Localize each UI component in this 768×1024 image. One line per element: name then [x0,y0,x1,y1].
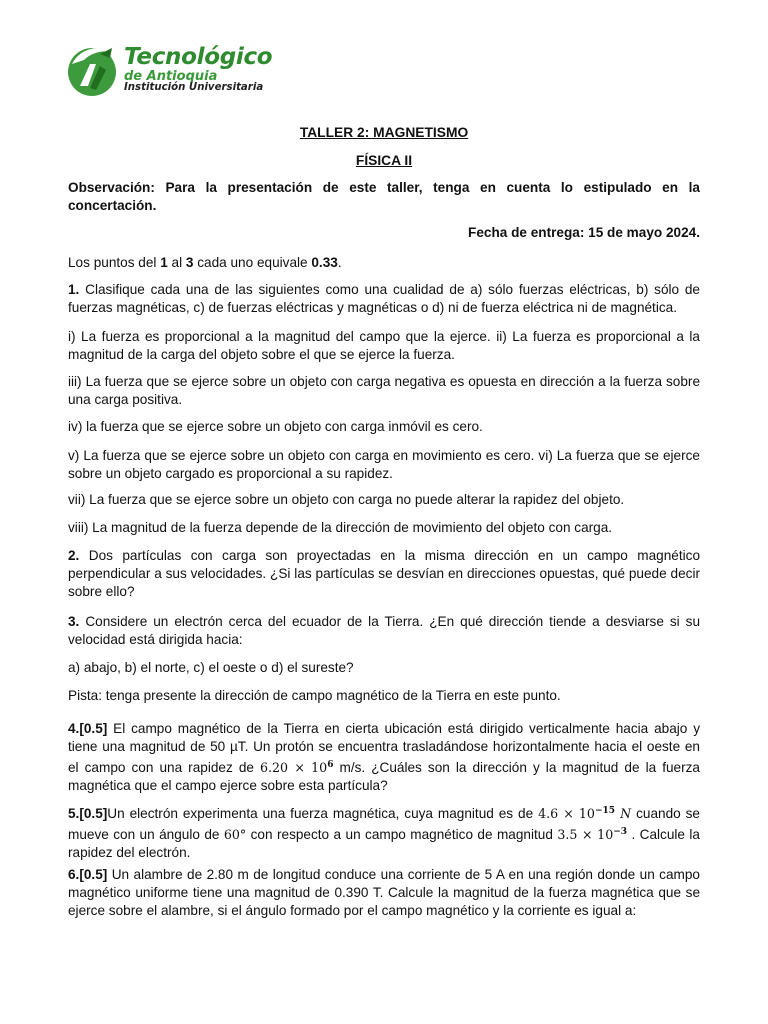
question-1-item: iv) la fuerza que se ejerce sobre un objeto con carga inmóvil es cero. [68,419,483,434]
question-3-options: a) abajo, b) el norte, c) el oeste o d) el sureste? [68,660,354,675]
question-2: 2. Dos partículas con carga son proyectadas en la misma dirección en un campo magnético perpendicular a sus velocidades. ¿Si las partículas se desvían en direcciones opuestas, qué puede decir sobre ello? [68,548,700,599]
question-4: 4.[0.5] El campo magnético de la Tierra en cierta ubicación está dirigido verticalmente hacia abajo y tiene una magnitud de 50 µT. Un protón se encuentra trasladándose horizontalmente hacia el oeste en el campo con una rapidez de $6.20 \times 10^6$ m/s. ¿Cuáles son la dirección y la magnitud de la fuerza magnética que el campo ejerce sobre esta partícula? [68,721,700,793]
points-note: Los puntos del 1 al 3 cada uno equivale 0.33. [68,255,342,270]
question-1-item: vii) La fuerza que se ejerce sobre un objeto con carga no puede alterar la rapidez del objeto. [68,492,625,507]
document-subtitle: FÍSICA II [355,153,413,168]
observation-note: Observación: Para la presentación de este taller, tenga en cuenta lo estipulado en la concertación. [68,180,700,213]
logo-subtitle: de Antioquia [124,69,218,84]
logo-institution: Institución Universitaria [124,82,264,93]
logo-emblem-icon [66,42,118,98]
document-title: TALLER 2: MAGNETISMO [299,125,469,140]
question-1: 1. Clasifique cada una de las siguientes como una cualidad de a) sólo fuerzas eléctricas, b) sólo de fuerzas magnéticas, c) de fuerzas eléctricas y magnéticas o d) ni de fuerza eléctrica ni de magnética. [68,282,700,315]
institution-logo [66,42,306,102]
question-1-item: i) La fuerza es proporcional a la magnitud del campo que la ejerce. ii) La fuerza es proporcional a la magnitud de la carga del objeto sobre el que se ejerce la fuerza. [68,329,700,362]
question-1-item: v) La fuerza que se ejerce sobre un objeto con carga en movimiento es cero. vi) La fuerza que se ejerce sobre un objeto cargado es proporcional a su rapidez. [68,448,700,481]
question-1-item: viii) La magnitud de la fuerza depende de la dirección de movimiento del objeto con carga. [68,520,613,535]
question-1-item: iii) La fuerza que se ejerce sobre un objeto con carga negativa es opuesta en dirección a la fuerza sobre una carga positiva. [68,374,700,407]
question-5: 5.[0.5]Un electrón experimenta una fuerza magnética, cuya magnitud es de $4.6 \times 10^{-15}$ N cuando se mueve con un ángulo de 60° con respecto a un campo magnético de magnitud $3.5 \times 10^{-3}$ . Calcule la rapidez del electrón. [68,806,700,860]
question-3-hint: Pista: tenga presente la dirección de campo magnético de la Tierra en este punto. [68,688,561,703]
logo-name: Tecnológico [124,44,273,70]
due-date: Fecha de entrega: 15 de mayo 2024. [468,225,700,240]
question-3: 3. Considere un electrón cerca del ecuador de la Tierra. ¿En qué dirección tiende a desviarse si su velocidad está dirigida hacia: [68,614,700,647]
question-6: 6.[0.5] Un alambre de 2.80 m de longitud conduce una corriente de 5 A en una región donde un campo magnético uniforme tiene una magnitud de 0.390 T. Calcule la magnitud de la fuerza magnética que se ejerce sobre el alambre, si el ángulo formado por el campo magnético y la corriente es igual a: [68,867,700,918]
